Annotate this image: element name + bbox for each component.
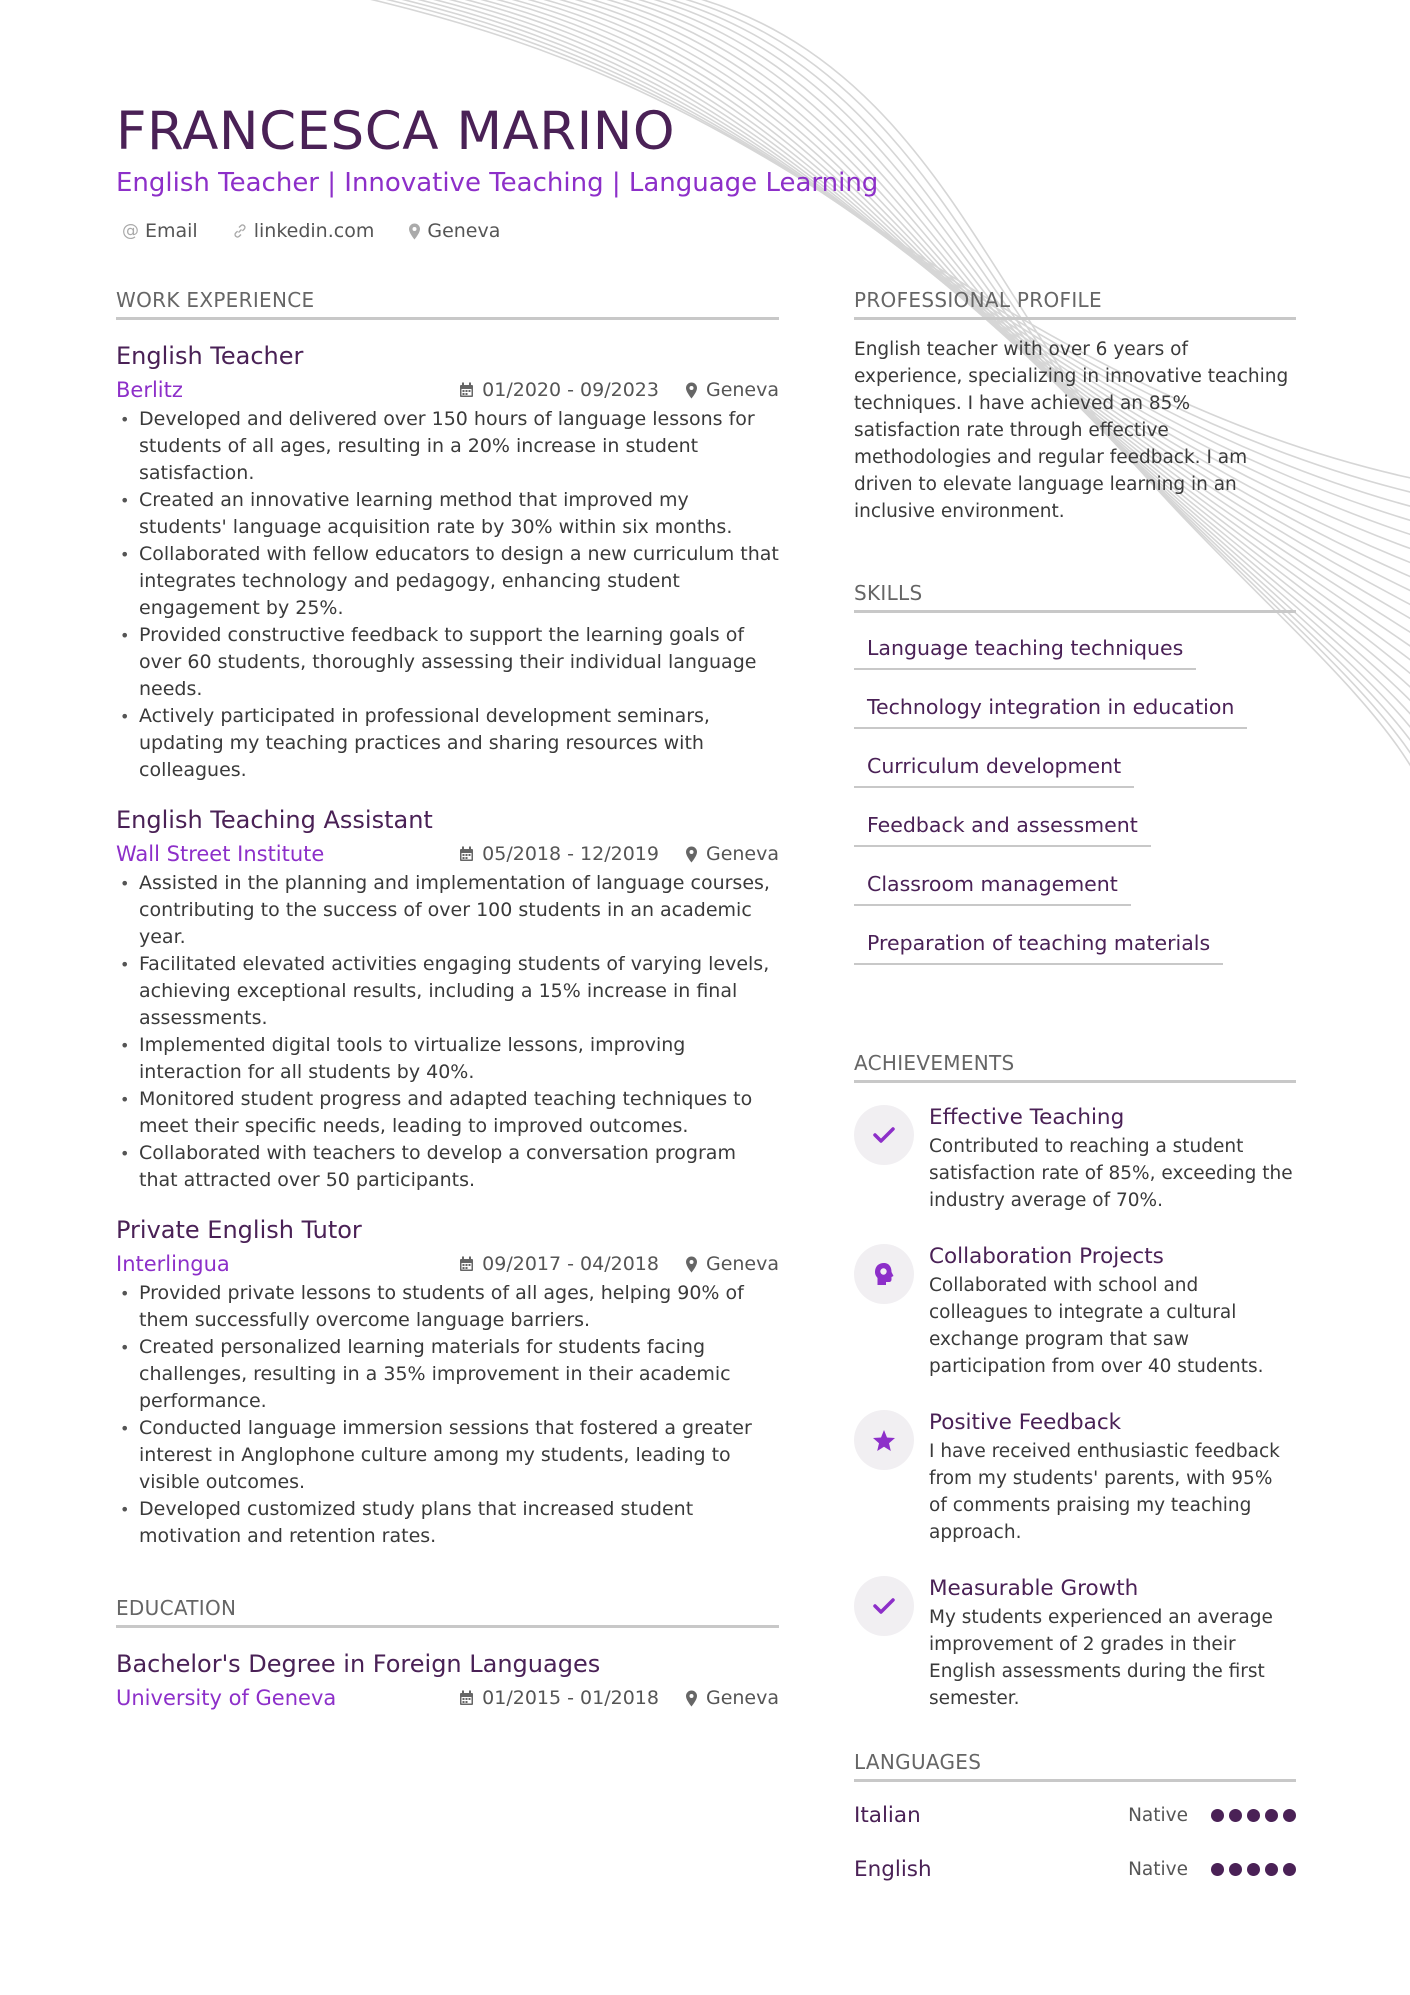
head-brain-icon: [854, 1244, 914, 1304]
language-level: Native: [1128, 1804, 1188, 1826]
skill-item: Feedback and assessment: [854, 810, 1151, 847]
at-icon: @: [122, 221, 139, 241]
list-item: • Implemented digital tools to virtualize lessons, improving interaction for all students by 40%.: [116, 1032, 779, 1086]
language-level-group: [1128, 1805, 1296, 1826]
skill-item: Curriculum development: [854, 751, 1134, 788]
calendar-icon: [459, 382, 474, 398]
skills-heading: SKILLS: [854, 579, 1296, 613]
achievement-title: Collaboration Projects: [929, 1244, 1164, 1269]
rating-dot: [1229, 1809, 1242, 1822]
job-title: English Teacher: [116, 342, 304, 370]
job-title: Private English Tutor: [116, 1216, 362, 1244]
achievement-item: [854, 1408, 1296, 1546]
job-dates: 01/2020 - 09/2023: [482, 379, 659, 401]
contact-linkedin[interactable]: [232, 216, 375, 246]
job-bullets: [116, 406, 779, 784]
work-experience-heading: WORK EXPERIENCE: [116, 286, 779, 320]
skill-item: Language teaching techniques: [854, 633, 1196, 670]
skill-item: Classroom management: [854, 869, 1131, 906]
achievement-description: My students experienced an average improvement of 2 grades in their English assessments during the first semester.: [929, 1607, 1273, 1709]
company-name: Wall Street Institute: [116, 842, 325, 866]
rating-dot: [1283, 1809, 1296, 1822]
achievement-item: [854, 1103, 1296, 1214]
list-item: • Actively participated in professional development seminars, updating my teaching practices and sharing resources with colleagues.: [116, 703, 779, 784]
contact-linkedin-label: linkedin.com: [253, 220, 375, 242]
rating-dot: [1283, 1863, 1296, 1876]
job-bullets: [116, 870, 779, 1194]
job-meta: [459, 1250, 779, 1278]
calendar-icon: [459, 846, 474, 862]
achievement-item: [854, 1574, 1296, 1712]
contact-email[interactable]: [122, 216, 198, 246]
list-item: • Facilitated elevated activities engaging students of varying levels, achieving exceptional results, including a 15% increase in final assessments.: [116, 951, 779, 1032]
education-meta: [459, 1684, 779, 1712]
language-name: Italian: [854, 1802, 921, 1828]
job-meta: [459, 376, 779, 404]
achievement-title: Positive Feedback: [929, 1410, 1122, 1435]
profile-summary: English teacher with over 6 years of experience, specializing in innovative teaching techniques. I have achieved an 85% satisfaction rate through effective methodologies and regular feedback. I am driven to elevate language learning in an inclusive environment.: [854, 339, 1289, 522]
list-item: • Monitored student progress and adapted teaching techniques to meet their specific needs, leading to improved outcomes.: [116, 1086, 779, 1140]
job-location: Geneva: [705, 379, 779, 401]
education-entry: [116, 1648, 779, 1712]
rating-dot: [1229, 1863, 1242, 1876]
contact-email-label: Email: [145, 220, 198, 242]
language-item: [854, 1854, 1296, 1884]
job-entry: [116, 804, 779, 1194]
list-item: • Assisted in the planning and implementation of language courses, contributing to the success of over 100 students in an academic year.: [116, 870, 779, 951]
job-location: Geneva: [705, 1253, 779, 1275]
job-title: English Teaching Assistant: [116, 806, 433, 834]
profile-heading: PROFESSIONAL PROFILE: [854, 286, 1296, 320]
skill-item: Preparation of teaching materials: [854, 928, 1223, 965]
location-pin-icon: [685, 382, 698, 399]
education-dates: 01/2015 - 01/2018: [482, 1687, 659, 1709]
school-name: University of Geneva: [116, 1686, 337, 1710]
link-icon: [232, 223, 248, 239]
achievement-description: I have received enthusiastic feedback from my students' parents, with 95% of comments praising my teaching approach.: [929, 1441, 1280, 1543]
job-entry: [116, 340, 779, 784]
company-name: Interlingua: [116, 1252, 230, 1276]
left-column: [116, 286, 779, 1712]
job-subheader: [116, 376, 779, 404]
job-subheader: [116, 840, 779, 868]
checkmark-icon: [854, 1105, 914, 1165]
list-item: • Provided constructive feedback to support the learning goals of over 60 students, thoroughly assessing their individual language needs.: [116, 622, 779, 703]
job-dates: 05/2018 - 12/2019: [482, 843, 659, 865]
company-name: Berlitz: [116, 378, 183, 402]
language-name: English: [854, 1856, 932, 1882]
degree-title: Bachelor's Degree in Foreign Languages: [116, 1650, 601, 1678]
rating-dot: [1265, 1809, 1278, 1822]
achievements-list: [854, 1103, 1296, 1712]
list-item: • Collaborated with teachers to develop a conversation program that attracted over 50 participants.: [116, 1140, 779, 1194]
list-item: • Developed customized study plans that increased student motivation and retention rates.: [116, 1496, 779, 1550]
language-rating: [1206, 1809, 1296, 1822]
job-entry: [116, 1214, 779, 1550]
right-column: [854, 286, 1296, 1908]
skills-list: [854, 633, 1296, 987]
education-location: Geneva: [705, 1687, 779, 1709]
resume-header: [116, 100, 1296, 246]
achievement-title: Measurable Growth: [929, 1576, 1139, 1601]
candidate-name: FRANCESCA MARINO: [116, 101, 676, 162]
achievement-description: Collaborated with school and colleagues to integrate a cultural exchange program that saw participation from over 40 students.: [929, 1275, 1264, 1377]
location-pin-icon: [685, 1690, 698, 1707]
contact-location-label: Geneva: [427, 220, 501, 242]
education-subheader: [116, 1684, 779, 1712]
languages-list: [854, 1800, 1296, 1884]
list-item: • Conducted language immersion sessions that fostered a greater interest in Anglophone culture among my students, leading to visible outcomes.: [116, 1415, 779, 1496]
calendar-icon: [459, 1256, 474, 1272]
achievements-heading: ACHIEVEMENTS: [854, 1049, 1296, 1083]
list-item: • Developed and delivered over 150 hours of language lessons for students of all ages, resulting in a 20% increase in student satisfaction.: [116, 406, 779, 487]
list-item: • Created personalized learning materials for students facing challenges, resulting in a 35% improvement in their academic performance.: [116, 1334, 779, 1415]
achievement-description: Contributed to reaching a student satisfaction rate of 85%, exceeding the industry average of 70%.: [929, 1136, 1293, 1211]
checkmark-icon: [854, 1576, 914, 1636]
achievement-title: Effective Teaching: [929, 1105, 1125, 1130]
rating-dot: [1211, 1809, 1224, 1822]
list-item: • Created an innovative learning method that improved my students' language acquisition rate by 30% within six months.: [116, 487, 779, 541]
job-meta: [459, 840, 779, 868]
star-icon: [854, 1410, 914, 1470]
language-rating: [1206, 1863, 1296, 1876]
contact-bar: [116, 216, 1296, 246]
language-level-group: [1128, 1859, 1296, 1880]
rating-dot: [1247, 1863, 1260, 1876]
location-pin-icon: [408, 223, 421, 240]
list-item: • Provided private lessons to students of all ages, helping 90% of them successfully overcome language barriers.: [116, 1280, 779, 1334]
languages-heading: LANGUAGES: [854, 1748, 1296, 1782]
language-level: Native: [1128, 1858, 1188, 1880]
job-dates: 09/2017 - 04/2018: [482, 1253, 659, 1275]
language-item: [854, 1800, 1296, 1830]
achievement-item: [854, 1242, 1296, 1380]
list-item: • Collaborated with fellow educators to design a new curriculum that integrates technology and pedagogy, enhancing student engagement by 25%.: [116, 541, 779, 622]
contact-location: [408, 216, 500, 246]
rating-dot: [1265, 1863, 1278, 1876]
skill-item: Technology integration in education: [854, 692, 1247, 729]
job-location: Geneva: [705, 843, 779, 865]
candidate-headline: English Teacher | Innovative Teaching | Language Learning: [116, 168, 879, 198]
rating-dot: [1211, 1863, 1224, 1876]
location-pin-icon: [685, 1256, 698, 1273]
calendar-icon: [459, 1690, 474, 1706]
job-subheader: [116, 1250, 779, 1278]
location-pin-icon: [685, 846, 698, 863]
rating-dot: [1247, 1809, 1260, 1822]
education-heading: EDUCATION: [116, 1594, 779, 1628]
job-bullets: [116, 1280, 779, 1550]
